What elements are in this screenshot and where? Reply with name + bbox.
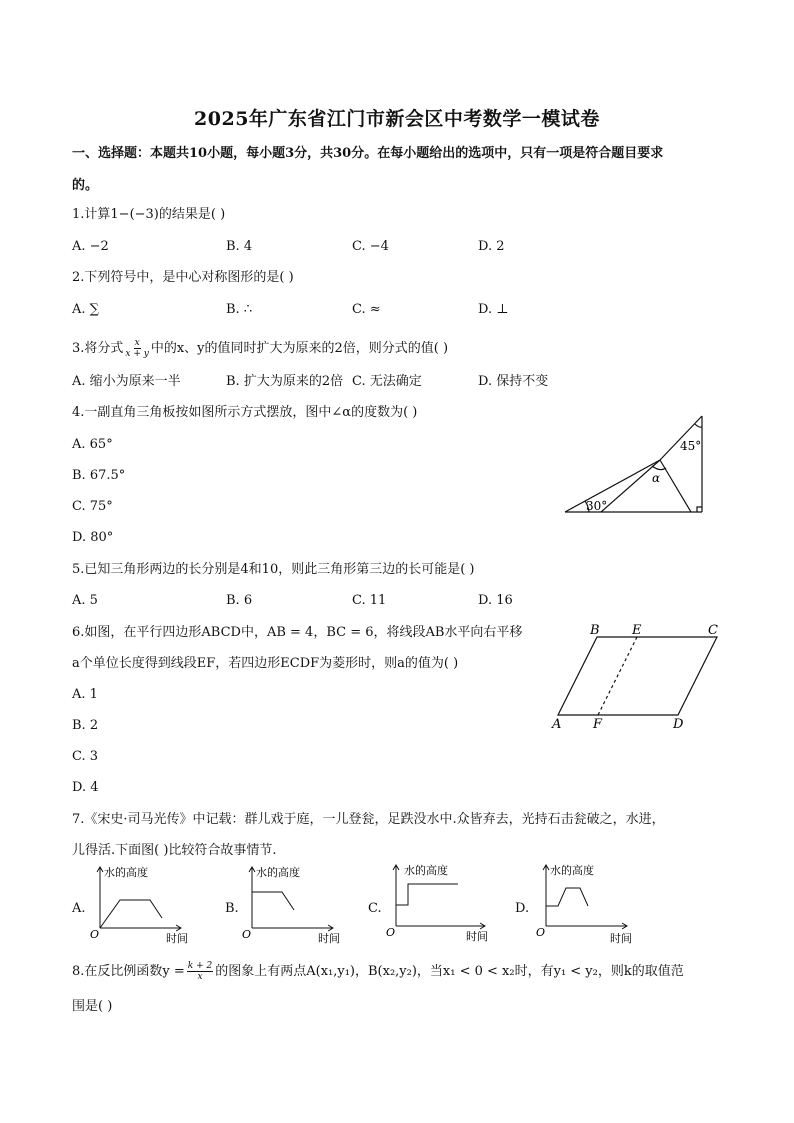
q7-d-ylabel: 水的高度 <box>550 864 594 877</box>
q7-d-xlabel: 时间 <box>610 932 632 944</box>
q7-option-d-label: D. <box>515 901 530 916</box>
q6-option-a: A. 1 <box>72 687 98 702</box>
q6-label-d: D <box>673 717 684 730</box>
q4-option-d: D. 80° <box>72 530 114 545</box>
q6-stem-line1: 6.如图，在平行四边形ABCD中，AB = 4，BC = 6，将线段AB水平向右平移 <box>72 625 523 640</box>
q8-frac-den: x <box>197 972 203 982</box>
q7-c-origin: O <box>386 926 396 939</box>
q7-a-xlabel: 时间 <box>166 932 188 945</box>
q6-parallelogram-figure <box>548 620 728 730</box>
q7-b-xlabel: 时间 <box>318 932 340 945</box>
q6-label-b: B <box>590 623 600 638</box>
q6-segment-ef <box>598 637 637 715</box>
q5-stem: 5.已知三角形两边的长分别是4和10，则此三角形第三边的长可能是( ) <box>72 562 475 577</box>
q7-b-ylabel: 水的高度 <box>256 866 300 879</box>
q7-c-xlabel: 时间 <box>466 930 488 943</box>
q5-option-c: C. 11 <box>352 593 387 608</box>
q8-frac-num: k + 2 <box>187 961 213 971</box>
q3-stem-suffix: 中的x、y的值同时扩大为原来的2倍，则分式的值( ) <box>150 340 449 356</box>
q2-stem: 2.下列符号中，是中心对称图形的是( ) <box>72 270 294 285</box>
q3-frac-num: x <box>134 338 140 348</box>
q4-option-b: B. 67.5° <box>72 468 126 483</box>
q7-c-ylabel: 水的高度 <box>404 864 448 877</box>
q4-label-45: 45° <box>680 439 702 453</box>
q6-stem-line2: a个单位长度得到线段EF，若四边形ECDF为菱形时，则a的值为( ) <box>72 656 459 671</box>
q4-hyp-45 <box>660 416 702 460</box>
q6-label-c: C <box>708 623 718 638</box>
q1-option-a: A. −2 <box>72 239 109 254</box>
q7-graph-b <box>236 862 346 946</box>
q6-label-f: F <box>593 717 603 730</box>
q4-right-angle-mark <box>697 507 702 512</box>
q7-a-curve <box>100 900 162 928</box>
q6-option-b: B. 2 <box>72 718 99 733</box>
q7-b-curve <box>252 892 294 910</box>
q5-option-d: D. 16 <box>478 593 513 608</box>
q1-option-d: D. 2 <box>478 239 505 254</box>
q8-stem-line2: 围是( ) <box>72 999 113 1014</box>
q6-option-c: C. 3 <box>72 749 99 764</box>
q3-fraction <box>125 338 148 359</box>
q7-option-c-label: C. <box>368 901 382 916</box>
q7-b-origin: O <box>242 928 252 941</box>
section-header-line2: 的。 <box>72 178 99 193</box>
q4-hyp-30 <box>565 460 660 512</box>
q6-label-a: A <box>552 717 562 730</box>
q7-graph-c <box>380 860 496 944</box>
section-header-line1: 一、选择题：本题共10小题，每小题3分，共30分。在每小题给出的选项中，只有一项是符合题目要求 <box>72 146 664 161</box>
q7-option-a-label: A. <box>72 901 86 916</box>
q4-45-arc <box>695 424 702 427</box>
q1-option-c: C. −4 <box>352 239 389 254</box>
q7-a-origin: O <box>90 928 100 941</box>
q3-stem <box>72 338 448 359</box>
q7-d-origin: O <box>536 926 546 939</box>
q2-option-b: B. ∴ <box>226 302 253 317</box>
q4-triangle-figure <box>560 410 710 520</box>
q5-option-a: A. 5 <box>72 593 98 608</box>
q2-option-c: C. ≈ <box>352 302 381 317</box>
q3-frac-den: x + y <box>125 349 149 359</box>
q3-stem-prefix: 3.将分式 <box>72 340 124 356</box>
q8-stem-suffix: 的图象上有两点A(x₁,y₁)，B(x₂,y₂)，当x₁ < 0 < x₂时，有y₁ < y₂，则k的取值范 <box>215 963 684 979</box>
q7-graph-d <box>530 860 640 944</box>
q4-option-c: C. 75° <box>72 499 113 514</box>
q7-graph-a <box>84 862 194 946</box>
q8-stem <box>72 961 684 982</box>
q7-a-ylabel: 水的高度 <box>104 866 148 879</box>
q4-option-a: A. 65° <box>72 437 113 452</box>
q4-inner-left <box>601 460 660 512</box>
q3-option-c: C. 无法确定 <box>352 374 422 389</box>
q2-option-d: D. ⊥ <box>478 302 509 317</box>
page-title: 2025年广东省江门市新会区中考数学一模试卷 <box>194 108 600 130</box>
q8-fraction <box>187 961 213 982</box>
q8-stem-prefix: 8.在反比例函数y = <box>72 963 185 979</box>
q7-stem-line2: 儿得活.下面图( )比较符合故事情节. <box>72 843 277 858</box>
q1-option-b: B. 4 <box>226 239 253 254</box>
q7-stem-line1: 7.《宋史·司马光传》中记载：群儿戏于庭，一儿登瓮，足跌没水中.众皆弃去，光持石击瓮破之，水进， <box>72 812 665 827</box>
q7-d-curve <box>546 888 588 906</box>
q2-option-a: A. ∑ <box>72 302 99 317</box>
q6-option-d: D. 4 <box>72 780 99 795</box>
q7-option-b-label: B. <box>225 901 239 916</box>
q7-c-curve <box>396 884 458 905</box>
q1-stem: 1.计算1−(−3)的结果是( ) <box>72 207 226 222</box>
q6-label-e: E <box>632 623 642 638</box>
q4-inner-right <box>660 460 691 512</box>
q3-option-d: D. 保持不变 <box>478 374 549 389</box>
q6-parallelogram <box>558 637 717 715</box>
q4-stem: 4.一副直角三角板按如图所示方式摆放，图中∠α的度数为( ) <box>72 405 418 420</box>
q3-option-b: B. 扩大为原来的2倍 <box>226 374 344 389</box>
q4-label-30: 30° <box>586 499 608 513</box>
q3-option-a: A. 缩小为原来一半 <box>72 374 181 389</box>
q5-option-b: B. 6 <box>226 593 253 608</box>
q4-label-alpha: α <box>652 471 661 485</box>
